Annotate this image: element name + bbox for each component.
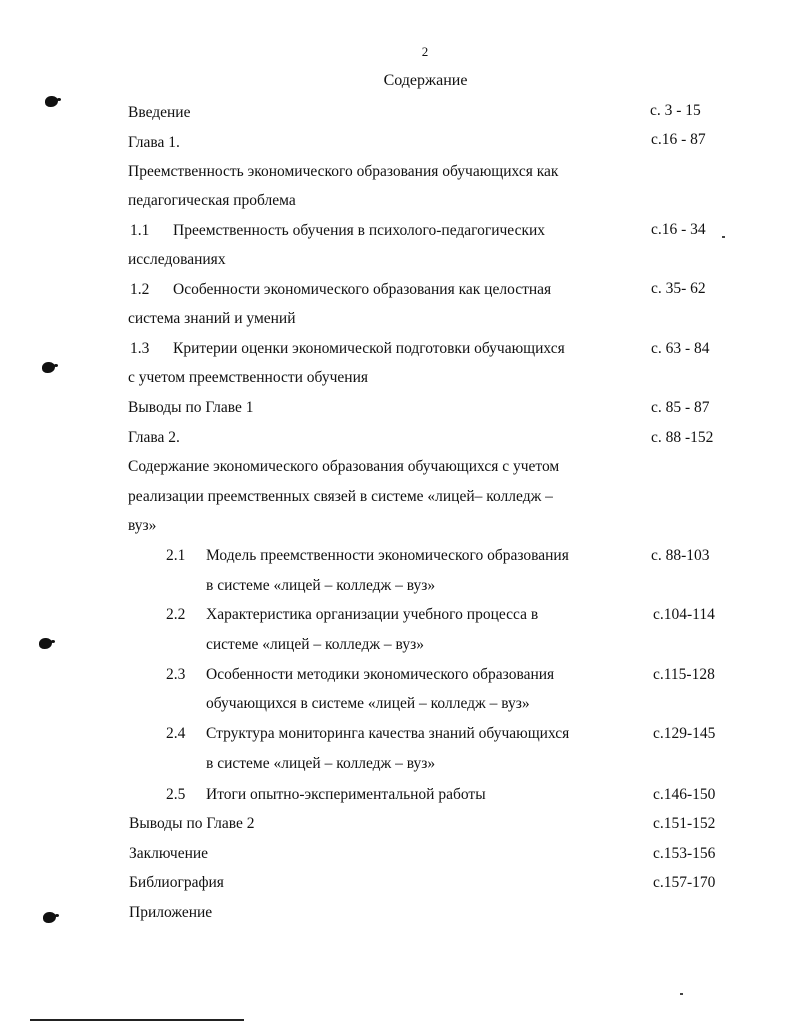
toc-entry-1-2-line-1: Особенности экономического образования как целостная [173,281,552,298]
scan-speck [680,993,683,995]
toc-entry-1-2-line-2: система знаний и умений [128,310,296,327]
toc-pages-2-3: с.115-128 [653,666,715,683]
chapter-1-title-line-2: педагогическая проблема [128,192,296,209]
toc-pages-2-2: с.104-114 [653,606,715,623]
toc-entry-2-4-line-1: Структура мониторинга качества знаний обучающихся [206,725,570,742]
toc-num-2-3: 2.3 [166,666,186,683]
punch-hole-mark [42,362,55,373]
toc-pages-1-3: с. 63 - 84 [651,340,710,357]
toc-pages-conclusions-2: с.151-152 [653,815,716,832]
toc-num-2-5: 2.5 [166,786,186,803]
bottom-rule [30,1019,244,1021]
toc-num-1-2: 1.2 [130,281,150,298]
punch-hole-mark [43,912,56,923]
toc-pages-intro: с. 3 - 15 [650,102,701,119]
toc-entry-2-5: Итоги опытно-экспериментальной работы [206,786,486,803]
toc-entry-2-4-line-2: в системе «лицей – колледж – вуз» [206,755,436,772]
toc-pages-conclusions-1: с. 85 - 87 [651,399,710,416]
toc-entry-2-2-line-1: Характеристика организации учебного процесса в [206,606,539,623]
toc-entry-chapter-2: Глава 2. [128,429,180,446]
chapter-1-title-line-1: Преемственность экономического образования обучающихся как [128,163,559,180]
toc-entry-conclusion: Заключение [129,845,209,862]
toc-num-2-2: 2.2 [166,606,186,623]
toc-pages-chapter-1: с.16 - 87 [651,131,706,148]
toc-pages-1-1: с.16 - 34 [651,221,706,238]
toc-pages-2-5: с.146-150 [653,786,716,803]
toc-pages-2-4: с.129-145 [653,725,716,742]
toc-pages-2-1: с. 88-103 [651,547,710,564]
toc-entry-conclusions-1: Выводы по Главе 1 [128,399,254,416]
toc-pages-chapter-2: с. 88 -152 [651,429,714,446]
page-title: Содержание [383,72,468,89]
toc-entry-2-2-line-2: системе «лицей – колледж – вуз» [206,636,424,653]
chapter-2-title-line-2: реализации преемственных связей в системе «лицей– колледж – [128,488,553,505]
toc-entry-1-1-line-2: исследованиях [128,251,226,268]
toc-num-2-1: 2.1 [166,547,186,564]
chapter-2-title-line-3: вуз» [128,517,157,534]
chapter-2-title-line-1: Содержание экономического образования обучающихся с учетом [128,458,560,475]
punch-hole-mark [45,96,58,107]
toc-entry-2-1-line-2: в системе «лицей – колледж – вуз» [206,577,436,594]
toc-pages-conclusion: с.153-156 [653,845,716,862]
toc-entry-chapter-1: Глава 1. [128,134,180,151]
toc-entry-intro: Введение [128,104,191,121]
scan-speck [722,236,725,238]
toc-pages-bibliography: с.157-170 [653,874,716,891]
toc-entry-1-1-line-1: Преемственность обучения в психолого-педагогических [173,222,546,239]
page-number: 2 [421,44,429,59]
toc-pages-1-2: с. 35- 62 [651,280,706,297]
toc-entry-1-3-line-2: с учетом преемственности обучения [128,369,369,386]
toc-entry-1-3-line-1: Критерии оценки экономической подготовки обучающихся [173,340,565,357]
toc-num-1-3: 1.3 [130,340,150,357]
toc-entry-2-3-line-2: обучающихся в системе «лицей – колледж – вуз» [206,695,530,712]
toc-entry-2-3-line-1: Особенности методики экономического образования [206,666,555,683]
toc-num-1-1: 1.1 [130,222,150,239]
toc-num-2-4: 2.4 [166,725,186,742]
punch-hole-mark [39,638,52,649]
toc-entry-conclusions-2: Выводы по Главе 2 [129,815,255,832]
toc-entry-appendix: Приложение [129,904,213,921]
toc-entry-2-1-line-1: Модель преемственности экономического образования [206,547,569,564]
toc-entry-bibliography: Библиография [129,874,224,891]
